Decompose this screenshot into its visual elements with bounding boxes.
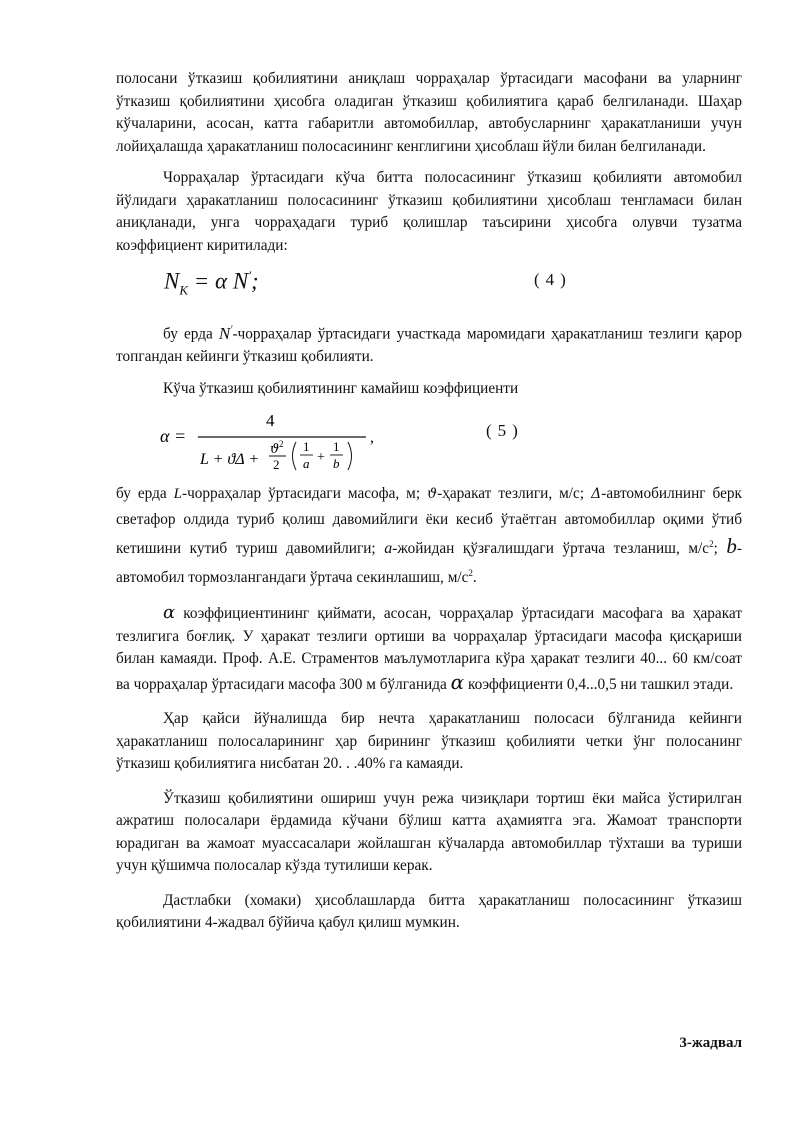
paragraph-7: Ҳар қайси йўналишда бир нечта ҳаракатланиш полосаси бўлганида кейинги ҳаракатланиш полосаларининг ҳар бирининг ўтказиш қобилияти четки ўнг полосанинг ўтказиш қобилиятига нисбатан 20. . .40% га камаяди. (116, 710, 742, 773)
symbol-alpha-2: α (450, 669, 465, 694)
symbol-l: L (173, 486, 182, 503)
paragraph-6: α коэффициентининг қиймати, асосан, чорраҳалар ўртасидаги масофага ва ҳаракат тезлигига боғлиқ. У ҳаракат тезлиги ортиши ва чорраҳалар ўртасидаги масофа қисқариши билан камаяди. Проф. А.Е. Страментов маълумотларига кўра ҳаракат тезлиги 40... 60 км/соат ва чорраҳалар ўртасидаги масофа 300 м бўлганида α коэффициенти 0,4...0,5 ни ташкил этади. (116, 602, 742, 694)
symbol-a: a (384, 540, 393, 558)
symbol-delta: Δ (591, 486, 602, 503)
paragraph-2: Чорраҳалар ўртасидаги кўча битта полосасининг ўтказиш қобилияти автомобил йўлидаги ҳаракатланиш полосасининг ўтказиш қобилиятини ҳисоблаш тенгламаси билан аниқланади, унга чорраҳадаги туриб қолишлар таъсирини ҳисобга олувчи тузатма коэффициент киритилади: (116, 169, 742, 254)
document-body (116, 68, 742, 935)
equation-5 (116, 406, 742, 472)
table-label: 3-жадвал (679, 1035, 742, 1051)
svg-text:+: + (317, 450, 325, 466)
symbol-n-prime: N′ (218, 323, 233, 343)
paragraph-4: Кўча ўтказиш қобилиятининг камайиш коэффициенти (163, 379, 519, 397)
eq4-lhs: N (164, 268, 180, 294)
eq5-number: (5) (486, 421, 524, 441)
eq4-end: ; (251, 268, 259, 294)
svg-text:b: b (333, 456, 340, 472)
svg-text:,: , (370, 429, 374, 447)
paragraph-1: полосани ўтказиш қобилиятини аниқлаш чорраҳалар ўртасидаги масофани ва уларнинг ўтказиш қобилиятини ҳисобга оладиган ўтказиш қобилиятига қараб белгиланади. Шаҳар кўчаларини, асосан, катта габаритли автомобиллар, автобусларнинг ҳаракатланиши учун лойиҳалашда ҳаракатланиш полосасининг кенглигини ҳисоблаш йўли билан белгиланади. (116, 70, 742, 155)
svg-text:L + ϑΔ +: L + ϑΔ + (200, 451, 260, 469)
paragraph-8: Ўтказиш қобилиятини ошириш учун режа чизиқлари тортиш ёки майса ўстирилган ажратиш полосалари ёрдамида кўчани бўлиш катта аҳамиятга эга. Жамоат транспорти юрадиган ва жамоат муассасалари жойлашган кўчаларда автомобиллар тўхташи ва туриши учун қўшимча полосалар кўзда тутилиши керак. (116, 789, 742, 875)
svg-text:ϑ: ϑ (270, 442, 280, 458)
eq4-subscript: K (179, 282, 189, 298)
paragraph-3: бу ерда N′-чорраҳалар ўртасидаги участкада маромидаги ҳаракатланиш тезлиги қарор топгандан кейинги ўтказиш қобилияти. (116, 323, 743, 366)
svg-text:2: 2 (279, 439, 284, 450)
paragraph-9: Дастлабки (хомаки) ҳисоблашларда битта ҳаракатланиш полосасининг ўтказиш қобилиятини 4-жадвал бўйича қабул қилиш мумкин. (116, 891, 742, 932)
eq4-rhs: = α N (193, 268, 249, 294)
svg-text:4: 4 (266, 411, 275, 431)
paragraph-5: бу ерда L-чорраҳалар ўртасидаги масофа, м; ϑ-ҳаракат тезлиги, м/с; Δ-автомобилнинг берк светафор олдида туриб қолиш давомийлиги ёки кесиб ўтаётган автомобиллар оқими ўтиб кетишини кутиб туриш давомийлиги; a-жойидан қўзғалишдаги ўртача тезланиш, $м/с^2$; b-автомобил тормозлангандаги ўртача секинлашиш, $м/с^2$. (116, 485, 743, 587)
symbol-alpha: α (163, 602, 176, 624)
eq4-number: (4) (534, 270, 572, 289)
svg-text:α =: α = (160, 426, 187, 447)
svg-text:2: 2 (273, 457, 280, 473)
equation-4: $N_K = \alpha$ N′; (4) (164, 268, 572, 298)
symbol-theta: ϑ (427, 486, 438, 503)
svg-text:1: 1 (333, 439, 340, 455)
symbol-b: b (726, 534, 737, 559)
svg-text:a: a (303, 456, 310, 472)
svg-text:1: 1 (303, 439, 310, 455)
